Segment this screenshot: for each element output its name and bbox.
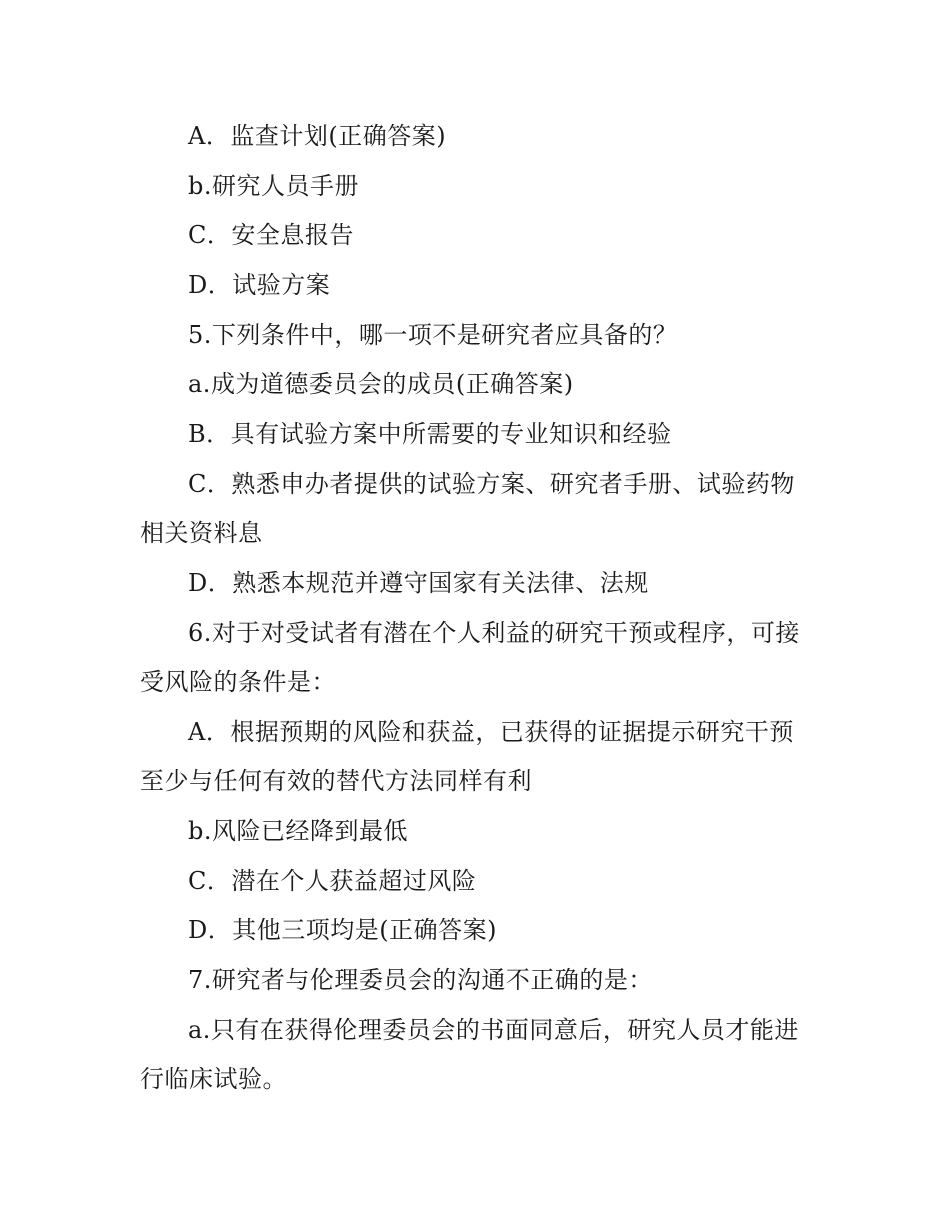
- q6-option-b: b.风险已经降到最低: [188, 817, 408, 845]
- q5-option-d: D．熟悉本规范并遵守国家有关法律、法规: [188, 569, 649, 597]
- question-5: 5.下列条件中，哪一项不是研究者应具备的？: [188, 321, 678, 349]
- question-6-continued: 受风险的条件是：: [140, 668, 336, 696]
- question-6: 6.对于对受试者有潜在个人利益的研究干预或程序，可接: [188, 619, 800, 647]
- q6-option-a-continued: 至少与任何有效的替代方法同样有利: [140, 767, 532, 795]
- q6-option-a: A．根据预期的风险和获益，已获得的证据提示研究干预: [188, 718, 794, 746]
- option-b-investigator-manual: b.研究人员手册: [188, 172, 359, 200]
- q6-option-d: D．其他三项均是(正确答案): [188, 916, 497, 944]
- q5-option-a: a.成为道德委员会的成员(正确答案): [188, 370, 574, 398]
- q7-option-a-continued: 行临床试验。: [140, 1065, 287, 1093]
- q5-option-c-continued: 相关资料息: [140, 519, 263, 547]
- q6-option-c: C．潜在个人获益超过风险: [188, 867, 477, 895]
- q5-option-b: B．具有试验方案中所需要的专业知识和经验: [188, 420, 672, 448]
- q7-option-a: a.只有在获得伦理委员会的书面同意后，研究人员才能进: [188, 1016, 799, 1044]
- option-c-safety-report: C．安全息报告: [188, 221, 354, 249]
- q5-option-c: C．熟悉申办者提供的试验方案、研究者手册、试验药物: [188, 470, 795, 498]
- question-7: 7.研究者与伦理委员会的沟通不正确的是：: [188, 966, 653, 994]
- option-d-protocol: D．试验方案: [188, 271, 331, 299]
- option-a-monitoring-plan: A．监查计划(正确答案): [188, 122, 447, 150]
